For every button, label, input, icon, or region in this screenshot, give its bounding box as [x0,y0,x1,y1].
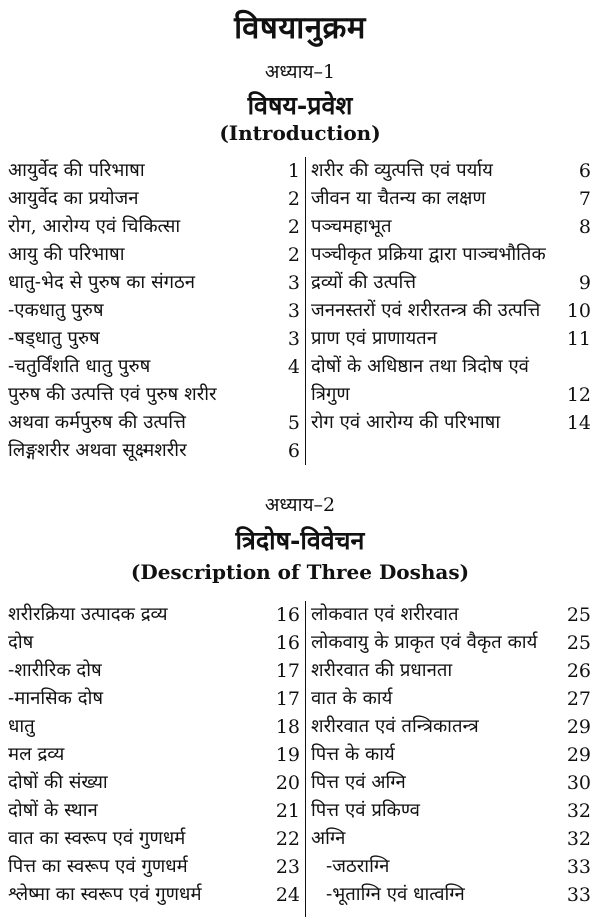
toc-entry-text: धातु [8,716,35,737]
toc-entry [306,797,593,825]
toc-entry-text: -चतुर्विंशति धातु पुरुष [8,356,151,377]
toc-entry [8,741,305,769]
chapter-2-right-column [305,601,593,917]
toc-entry-text: लोकवायु के प्राकृत एवं वैकृत कार्य [311,632,538,653]
toc-entry-text: जननस्तरों एवं शरीरतन्त्र की उत्पत्ति [311,300,541,321]
chapter-1-subtitle: (Introduction) [219,121,381,145]
toc-entry [8,325,305,353]
toc-entry-text: -मानसिक दोष [8,688,104,709]
toc-entry-text: लोकवात एवं शरीरवात [311,604,459,625]
toc-entry-text: दोषों के स्थान [8,800,98,821]
toc-page-number: 12 [566,384,591,406]
toc-page-number: 3 [287,272,300,294]
toc-entry [306,297,593,325]
toc-entry-text: -एकधातु पुरुष [8,300,104,321]
chapter-2-subtitle: (Description of Three Doshas) [130,560,470,584]
toc-entry-text: अग्नि [311,828,346,849]
toc-entry [8,157,305,185]
toc-entry [306,213,593,241]
toc-page-number: 25 [566,604,591,626]
toc-entry-text: जीवन या चैतन्य का लक्षण [311,188,486,209]
toc-entry [306,601,593,629]
toc-page-number: 22 [275,828,300,850]
toc-entry [306,409,593,437]
toc-page-number: 8 [578,216,591,238]
toc-entry [8,825,305,853]
toc-page-number: 9 [578,272,591,294]
toc-page-number: 29 [566,744,591,766]
toc-page-number: 2 [287,188,300,210]
toc-page-number: 7 [578,188,591,210]
toc-entry [306,157,593,185]
toc-entry [8,881,305,909]
toc-entry-text: -षड्धातु पुरुष [8,328,100,349]
toc-page-number: 5 [287,412,300,434]
toc-entry [306,657,593,685]
toc-entry [306,185,593,213]
toc-page-number: 25 [566,632,591,654]
toc-entry-text: मल द्रव्य [8,744,65,765]
toc-entry-text: शरीर की व्युत्पत्ति एवं पर्याय [311,160,493,181]
toc-entry-text: द्रव्यों की उत्पत्ति [311,272,417,293]
chapter-1-label: अध्याय–1 [264,61,336,83]
toc-entry-text: दोष [8,632,34,653]
toc-entry [8,297,305,325]
chapter-1-left-column [8,157,305,465]
toc-entry [8,409,305,437]
toc-entry-text: आयुर्वेद की परिभाषा [8,160,145,181]
toc-page-number: 6 [287,440,300,462]
toc-entry-text: दोषों के अधिष्ठान तथा त्रिदोष एवं [311,356,529,377]
chapter-2-left-column [8,601,305,917]
toc-entry-text: धातु-भेद से पुरुष का संगठन [8,272,196,293]
toc-entry-text: -शारीरिक दोष [8,660,102,681]
toc-page-number: 33 [566,884,591,906]
toc-entry-text: रोग, आरोग्य एवं चिकित्सा [8,216,181,237]
toc-page-number: 2 [287,244,300,266]
toc-entry [8,241,305,269]
toc-page-number: 18 [275,716,300,738]
chapter-2-contents [8,601,592,917]
toc-entry [306,713,593,741]
toc-entry [8,685,305,713]
toc-entry [306,241,593,269]
toc-entry [306,269,593,297]
toc-page-number: 4 [287,356,300,378]
page-title: विषयानुक्रम [234,10,366,46]
toc-entry-text: पित्त का स्वरूप एवं गुणधर्म [8,856,188,877]
toc-entry [8,213,305,241]
toc-page-number: 16 [275,632,300,654]
toc-entry-text: दोषों की संख्या [8,772,108,793]
chapter-2-label: अध्याय–2 [264,494,336,516]
toc-entry [8,769,305,797]
toc-entry [306,685,593,713]
toc-entry-text: पित्त एवं प्रकिण्व [311,800,420,821]
toc-entry [306,381,593,409]
chapter-1-contents [8,157,592,465]
toc-page-number: 11 [566,328,591,350]
toc-entry [8,381,305,409]
toc-entry-text: वात का स्वरूप एवं गुणधर्म [8,828,186,849]
toc-entry-text: पञ्चीकृत प्रक्रिया द्वारा पाञ्चभौतिक [311,244,546,265]
toc-page-number: 27 [566,688,591,710]
toc-entry [8,185,305,213]
toc-entry-text: त्रिगुण [311,384,350,405]
toc-entry [8,601,305,629]
toc-entry-text: पुरुष की उत्पत्ति एवं पुरुष शरीर [8,384,217,405]
toc-page-number: 29 [566,716,591,738]
toc-page-number: 17 [275,688,300,710]
toc-page-number: 21 [275,800,300,822]
toc-entry-text: लिङ्गशरीर अथवा सूक्ष्मशरीर [8,440,187,461]
chapter-1-right-column [305,157,593,465]
toc-entry-text: श्लेष्मा का स्वरूप एवं गुणधर्म [8,884,202,905]
toc-entry [8,353,305,381]
toc-entry-text: वात के कार्य [311,688,393,709]
toc-entry [306,741,593,769]
toc-entry-text: शरीरक्रिया उत्पादक द्रव्य [8,604,168,625]
toc-page-number: 24 [275,884,300,906]
toc-page-number: 3 [287,328,300,350]
toc-entry-text: शरीरवात की प्रधानता [311,660,453,681]
toc-entry-text: आयु की परिभाषा [8,244,125,265]
chapter-1-title: विषय-प्रवेश [247,91,353,120]
toc-entry [8,853,305,881]
toc-page-number: 16 [275,604,300,626]
toc-entry-text: पञ्चमहाभूत [311,216,392,237]
toc-entry-text: रोग एवं आरोग्य की परिभाषा [311,412,501,433]
toc-page-number: 20 [275,772,300,794]
toc-entry [306,769,593,797]
toc-entry [306,353,593,381]
toc-page-number: 17 [275,660,300,682]
toc-entry [306,629,593,657]
toc-page-number: 26 [566,660,591,682]
toc-page-number: 10 [566,300,591,322]
toc-entry [8,629,305,657]
toc-page-number: 32 [566,828,591,850]
toc-entry-text: आयुर्वेद का प्रयोजन [8,188,139,209]
chapter-2-title: त्रिदोष-विवेचन [235,526,365,555]
toc-entry [306,881,593,909]
toc-page-number: 14 [566,412,591,434]
toc-entry-text: -जठराग्नि [326,856,390,877]
toc-entry-text: -भूताग्नि एवं धात्वग्नि [326,884,465,905]
toc-page-number: 2 [287,216,300,238]
toc-page-number: 23 [275,856,300,878]
toc-entry [8,269,305,297]
toc-page-number: 19 [275,744,300,766]
toc-page-number: 30 [566,772,591,794]
toc-entry [306,825,593,853]
toc-page-number: 6 [578,160,591,182]
toc-entry [8,657,305,685]
toc-page-number: 1 [287,160,300,182]
toc-page-number: 32 [566,800,591,822]
toc-entry-text: अथवा कर्मपुरुष की उत्पत्ति [8,412,186,433]
toc-entry [8,437,305,465]
toc-entry-text: प्राण एवं प्राणायतन [311,328,437,349]
toc-page-number: 33 [566,856,591,878]
toc-entry-text: शरीरवात एवं तन्त्रिकातन्त्र [311,716,479,737]
toc-entry-text: पित्त के कार्य [311,744,395,765]
toc-entry [8,797,305,825]
toc-entry [306,853,593,881]
toc-entry [8,713,305,741]
toc-entry [306,325,593,353]
toc-page-number: 3 [287,300,300,322]
toc-entry-text: पित्त एवं अग्नि [311,772,406,793]
